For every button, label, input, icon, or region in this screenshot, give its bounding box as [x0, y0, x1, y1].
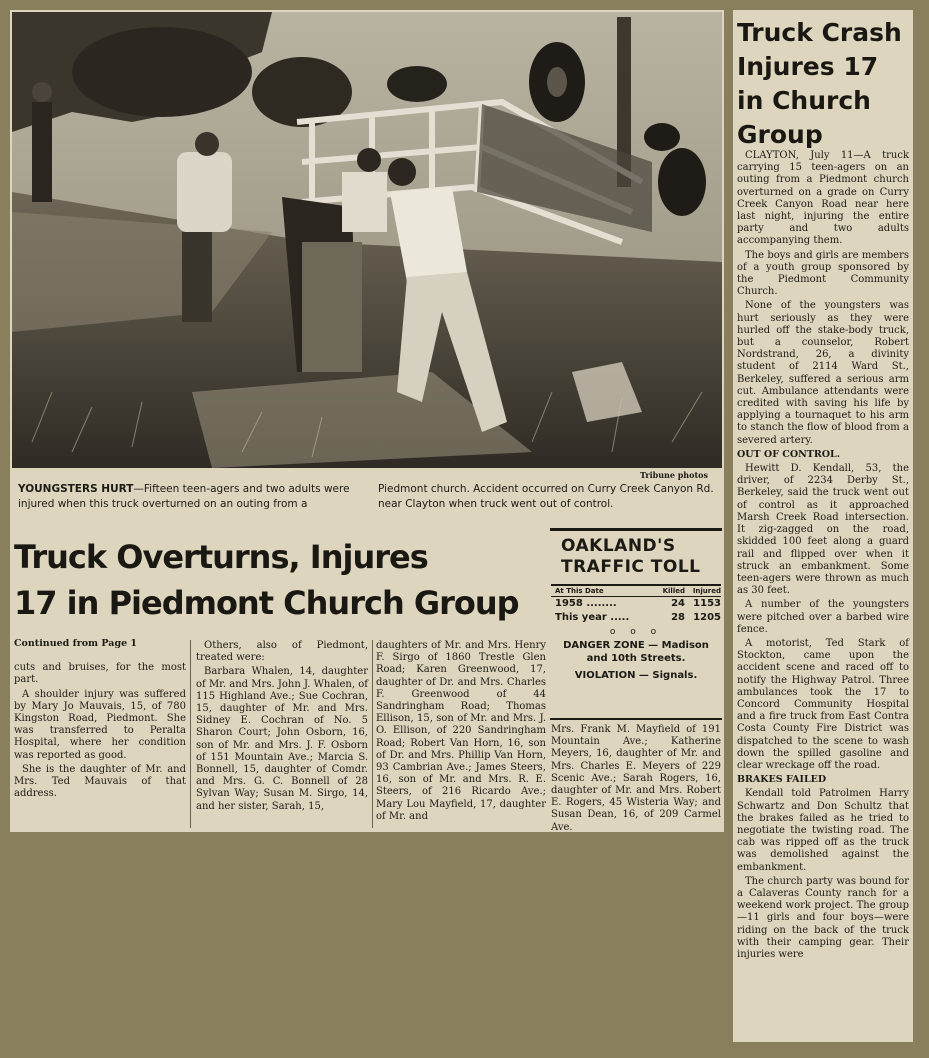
caption-lead: YOUNGSTERS HURT — [18, 483, 134, 495]
row-label: 1958 ........ — [555, 598, 617, 609]
traffic-separator: o o o — [609, 627, 663, 637]
story-column-3 — [376, 640, 546, 825]
side-subhead: BRAKES FAILED — [737, 774, 827, 786]
side-headline: Truck Crash Injures 17 in Church Group — [737, 18, 902, 149]
side-paragraph: The boys and girls are members of a youth group sponsored by the Piedmont Community Church. — [737, 249, 909, 298]
violation: VIOLATION — Signals. — [574, 670, 698, 681]
traffic-toll-box — [551, 536, 721, 686]
traffic-bottom-rule — [550, 718, 722, 720]
side-paragraph: A motorist, Ted Stark of Stockton, came upon the accident scene and raced off to notify the Highway Patrol. Three ambulances took the 17 to Concord Community Hospital and a fire truck from East Contra Costa County Fire District was dispatched to the scene to wash down the spilled gasoline and clear wreckage off the road. — [737, 637, 909, 771]
column-rule — [190, 640, 191, 828]
header-date: At This Date — [555, 587, 604, 595]
side-story — [737, 150, 909, 963]
side-paragraph: The church party was bound for a Calaveras County ranch for a weekend work project. The group—11 girls and four boys—were riding on the back of the truck with their camping gear. Their injuries were — [737, 875, 909, 960]
row-injured: 1153 — [693, 598, 721, 609]
side-paragraph: A number of the youngsters were pitched over a barbed wire fence. — [737, 599, 909, 635]
story-paragraph: She is the daughter of Mr. and Mrs. Ted Mauvais of that address. — [14, 763, 186, 800]
header-injured: Injured — [692, 587, 721, 595]
story-column-2 — [196, 640, 368, 815]
headline-line-1: Truck Overturns, Injures — [14, 538, 428, 576]
column-rule — [372, 640, 373, 828]
traffic-top-rule — [550, 528, 722, 531]
traffic-title-2: TRAFFIC TOLL — [561, 557, 701, 577]
continued-label: Continued from Page 1 — [14, 638, 138, 649]
story-paragraph: Mrs. Frank M. Mayfield of 191 Mountain Ave.; Katherine Meyers, 16, daughter of Mr. and Mrs. Charles E. Meyers of 229 Scenic Ave.; Sarah Rogers, 16, daughter of Mr. and Mrs. Robert E. Rogers, 45 Wisteria Way; and Susan Dean, 16, of 209 Carmel Ave. — [551, 724, 721, 832]
headline-line-2: 17 in Piedmont Church Group — [14, 584, 519, 622]
photo-caption — [18, 482, 714, 512]
row-killed: 28 — [671, 612, 685, 623]
caption-text: —Fifteen teen-agers and two adults were injured when this truck overturned on an outing from a Piedmont church. Accident occurred on Curry Creek Canyon Rd. near Clayton when truck went out of control. — [18, 483, 714, 510]
story-paragraph: daughters of Mr. and Mrs. Henry F. Sirgo of 1860 Trestle Glen Road; Karen Greenwood, 17, daughter of Dr. and Mrs. Charles F. Greenwood of 44 Sandringham Road; Thomas Ellison, 15, son of Mr. and Mrs. J. O. Ellison, of 220 Sandringham Road; Robert Van Horn, 16, son of Dr. and Mrs. Phillip Van Horn, 93 Cambrian Ave.; James Steers, 16, son of Mr. and Mrs. R. E. Steers, of 216 Ricardo Ave.; Mary Lou Mayfield, 17, daughter of Mr. and — [376, 640, 546, 822]
main-headline — [14, 534, 548, 626]
story-paragraph: cuts and bruises, for the most part. — [14, 662, 186, 686]
row-label: This year ..... — [555, 612, 630, 623]
row-injured: 1205 — [693, 612, 721, 623]
story-column-4 — [551, 724, 721, 832]
side-paragraph: None of the youngsters was hurt seriously as they were hurled off the stake-body truck, but a counselor, Robert Nordstrand, 26, a divinity student of 2114 Ward St., Berkeley, suffered a serious arm cut. Ambulance attendants were credited with saving his life by applying a tournaquet to his arm to stanch the flow of blood from a severed artery. — [737, 300, 909, 446]
side-subhead: OUT OF CONTROL. — [737, 448, 841, 460]
side-paragraph: Kendall told Patrolmen Harry Schwartz and Don Schultz that the brakes failed as he tried to negotiate the twisting road. The cab was ripped off as the truck was demolished against the embankment. — [737, 788, 909, 873]
story-paragraph: Barbara Whalen, 14, daughter of Mr. and Mrs. John J. Whalen, of 115 Highland Ave.; Sue Cochran, 15, daughter of Mr. and Mrs. Sidney E. Cochran of No. 5 Sharon Court; John Osborn, 16, son of Mr. and Mrs. J. F. Osborn of 151 Mountain Ave.; Marcia S. Bonnell, 15, daughter of Comdr. and Mrs. G. C. Bonnell of 28 Sylvan Way; Susan M. Sirgo, 14, and her sister, Sarah, 15, — [196, 666, 368, 812]
photo-credit: Tribune photos — [639, 470, 708, 480]
truck-crash-photo — [12, 12, 722, 468]
story-column-1 — [14, 638, 186, 802]
row-killed: 24 — [671, 598, 685, 609]
header-killed: Killed — [662, 587, 685, 595]
traffic-row — [551, 611, 721, 625]
main-clipping — [10, 10, 724, 832]
traffic-row — [551, 597, 721, 611]
traffic-table-header — [551, 584, 721, 597]
traffic-title-1: OAKLAND'S — [561, 536, 676, 556]
story-paragraph: Others, also of Piedmont, treated were: — [196, 640, 368, 664]
story-paragraph: A shoulder injury was suffered by Mary Jo Mauvais, 15, of 780 Kingston Road, Piedmont. She was transferred to Peralta Hospital, where her condition was reported as good. — [14, 688, 186, 761]
side-paragraph: Hewitt D. Kendall, 53, the driver, of 2234 Derby St., Berkeley, said the truck went out of control as it approached Marsh Creek Road intersection. It zig-zagged on the road, skidded 100 feet along a guard rail and flipped over when it struck an embankment. Some teen-agers were thrown as much as 30 feet. — [737, 463, 909, 597]
side-clipping — [733, 10, 913, 1042]
side-paragraph: CLAYTON, July 11—A truck carrying 15 teen-agers on an outing from a Piedmont church overturned on a grade on Curry Creek Canyon Road near here last night, injuring the entire party and two adults accompanying them. — [737, 150, 909, 247]
danger-zone: DANGER ZONE — Madison and 10th Streets. — [563, 640, 709, 664]
